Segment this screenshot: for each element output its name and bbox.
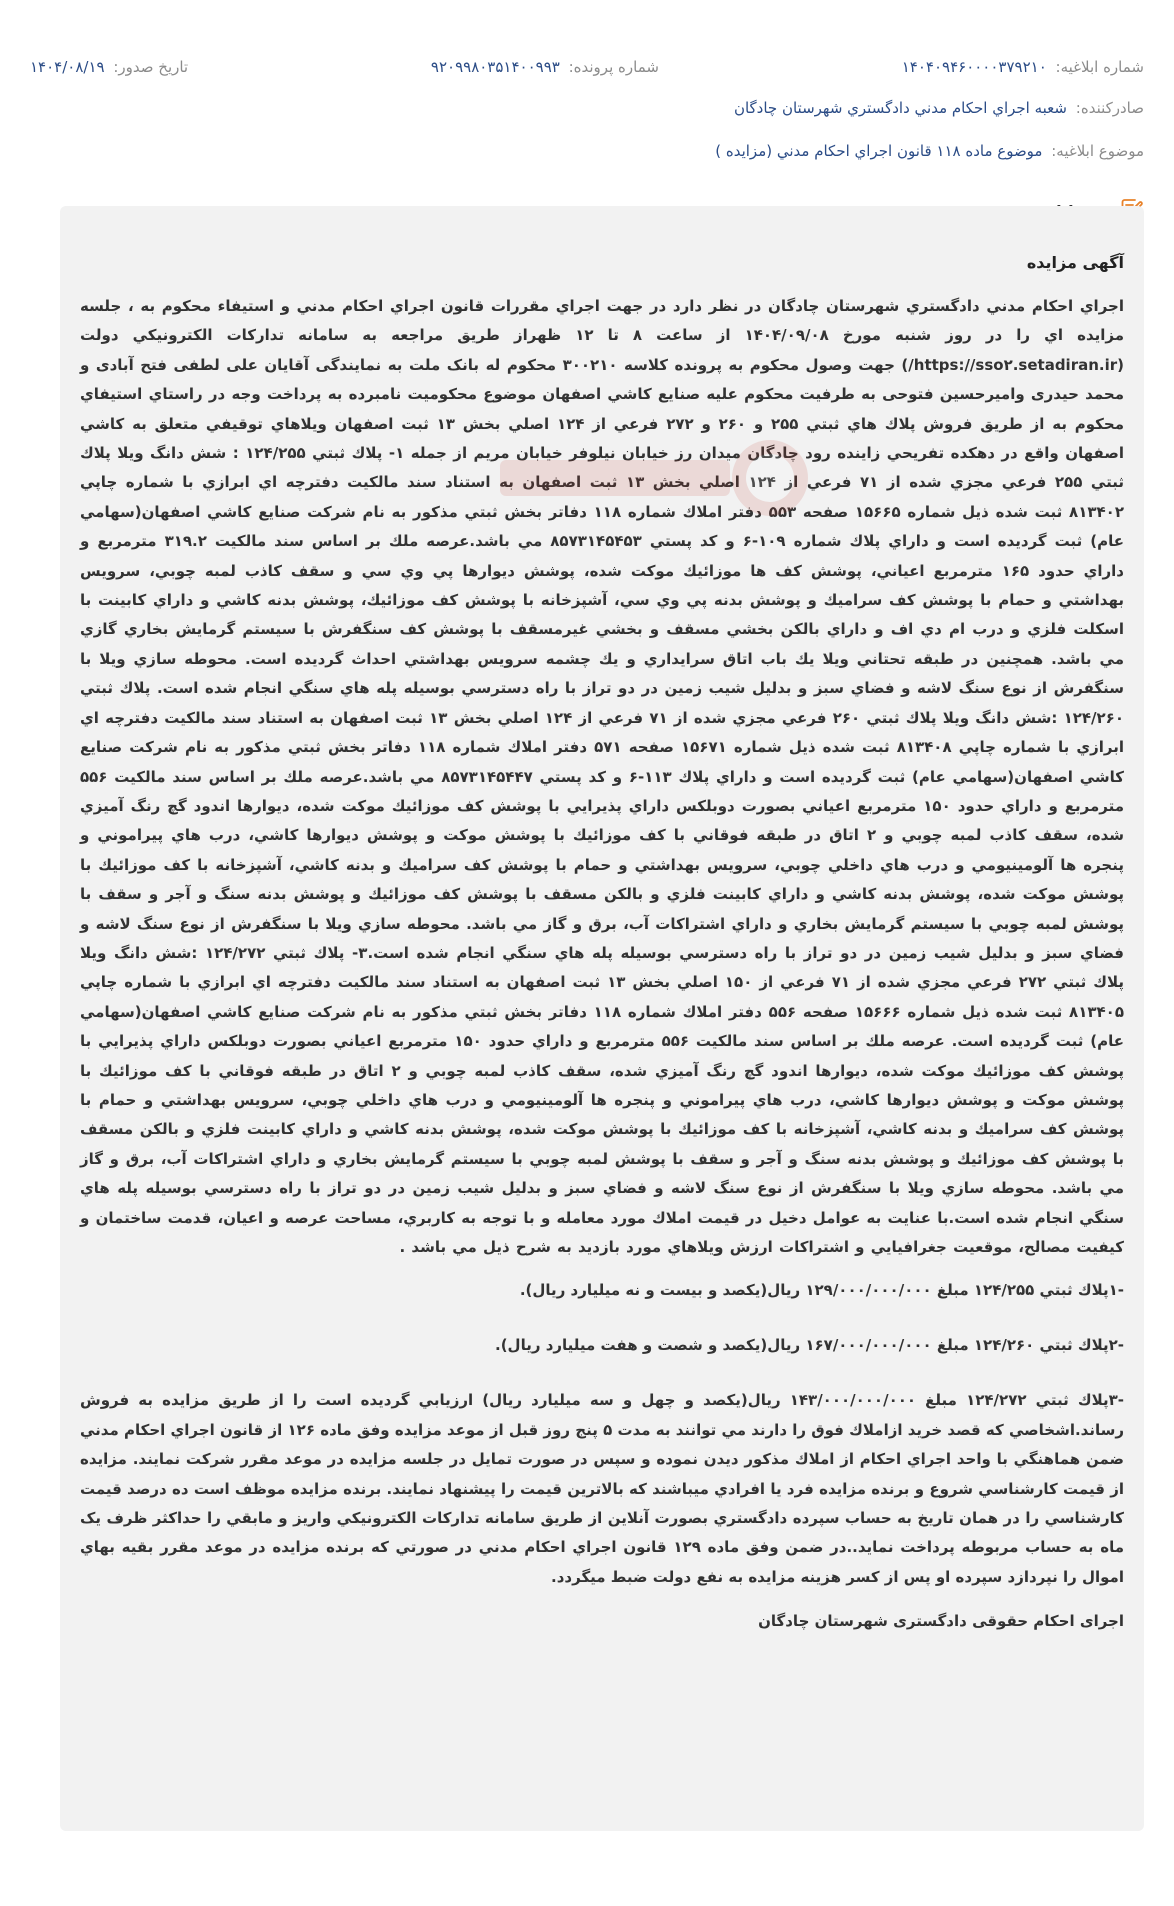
notice-number	[902, 56, 1144, 78]
subject-value: موضوع ماده ۱۱۸ قانون اجراي احكام مدني (مزایده )	[715, 142, 1043, 160]
case-number-label: شماره پرونده:	[568, 58, 659, 76]
notice-number-label: شماره ابلاغیه:	[1055, 58, 1144, 76]
issuer-row	[30, 97, 1144, 119]
price-item-1: -۱پلاك ثبتي ۱۲۴/۲۵۵ مبلغ ۱۲۹/۰۰۰/۰۰۰/۰۰۰ ريال(يكصد و بيست و نه ميليارد ريال).	[519, 1281, 1124, 1300]
notice-meta-row	[30, 56, 1144, 78]
case-number	[431, 56, 659, 78]
notice-number-value: ۱۴۰۴۰۹۴۶۰۰۰۰۳۷۹۲۱۰	[901, 58, 1047, 76]
subject-label: موضوع ابلاغیه:	[1051, 142, 1144, 160]
notice-signature: اجرای احکام حقوقی دادگستری شهرستان چادگان	[758, 1612, 1124, 1631]
issue-date-value: ۱۴۰۴/۰۸/۱۹	[30, 58, 105, 76]
notice-closing-text: -۳پلاك ثبتي ۱۲۴/۲۷۲ مبلغ ۱۴۳/۰۰۰/۰۰۰/۰۰۰ ريال(يكصد و چهل و سه ميليارد ريال) ارزيابي گرديده است را از طريق مزايده به فروش رساند.اشخاصي كه قصد خريد ازاملاك فوق را دارند مي توانند به مدت ۵ پنج روز قبل از موعد مزايده وفق ماده ۱۲۶ از قانون اجراي احكام مدني ضمن هماهنگي با واحد اجراي احكام از املاك مذكور ديدن نموده و سپس در صورت تمايل در جلسه مزايده در موعد مقرر شركت نمايند. مزايده از قيمت كارشناسي شروع و برنده مزايده فرد يا افرادي ميباشند كه بالاترين قيمت را پيشنهاد نمايند. برنده مزايده موظف است ده درصد قيمت كارشناسي را در همان تاريخ به حساب سپرده دادگستري بصورت آنلاين از طريق سامانه تداركات الكترونيكي واريز و مابقي را حداكثر ظرف يک ماه به حساب مربوطه پرداخت نمايد..در ضمن وفق ماده ۱۲۹ قانون اجراي احكام مدني در صورتي كه برنده مزايده در موعد مقرر بقيه بهاي اموال را نپردازد سپرده او پس از كسر هزينه مزايده به نفع دولت ضبط ميگردد.	[80, 1391, 1124, 1586]
notice-body-text: اجراي احكام مدني دادگستري شهرستان چادگان در نظر دارد در جهت اجراي مقررات قانون اجراي احكام مدني و استيفاء محكوم به ، جلسه مزايده اي را در روز شنبه مورخ ۱۴۰۴/۰۹/۰۸ از ساعت ۸ تا ۱۲ ظهراز طريق مراجعه به سامانه تداركات الكترونيكي دولت (https://sso۲.setadiran.ir/) جهت وصول محكوم به پرونده كلاسه ۳۰۰۲۱۰ محكوم له بانک ملت به نمايندگی آقايان علی لطفی فتح آبادی و محمد حيدری واميرحسين فتوحی به طرفيت محكوم عليه صنايع كاشي اصفهان موضوع محكوميت نامبرده به پرداخت وجه در راستاي استيفاي محكوم به از طريق فروش پلاك هاي ثبتي ۲۵۵ و ۲۶۰ و ۲۷۲ فرعي از ۱۲۴ اصلي بخش ۱۳ ثبت اصفهان ويلاهاي توقيفي متعلق به كاشي اصفهان واقع در دهكده تفريحي زاينده رود چادگان ميدان رز خيابان نيلوفر خيابان مريم از جمله ۱- پلاك ثبتي ۱۲۴/۲۵۵ : شش دانگ ويلا پلاك ثبتي ۲۵۵ فرعي مجزي شده از ۷۱ فرعي از ۱۲۴ اصلي بخش ۱۳ ثبت اصفهان به استناد سند مالكيت دفترچه اي ابرازي با شماره چاپي ۸۱۳۴۰۲ ثبت شده ذيل شماره ۱۵۶۶۵ صفحه ۵۵۳ دفتر املاك شماره ۱۱۸ دفاتر بخش ثبتي مذكور به نام شركت صنايع كاشي اصفهان(سهامي عام) ثبت گرديده است و داراي پلاك شماره ۱۰۹-۶ و كد پستي ۸۵۷۳۱۴۵۴۵۳ مي باشد.عرصه ملك بر اساس سند مالكيت ۳۱۹.۲ مترمربع و داراي حدود ۱۶۵ مترمربع اعياني، پوشش كف ها موزائيك موكت شده، پوشش ديوارها پي وي سي و سقف كاذب لمبه چوبي، سرويس بهداشتي و حمام با پوشش كف سراميك و پوشش بدنه پي وي سي، آشپزخانه با پوشش كف موزائيك، پوشش بدنه كاشي و داراي كابينت با اسكلت فلزي و درب ام دي اف و داراي بالكن بخشي مسقف و بخشي غيرمسقف با پوشش كف سنگفرش با سيستم گرمايش بخاري گازي مي باشد. همچنين در طبقه تحتاني ويلا يك باب اتاق سرايداري و يك چشمه سرويس بهداشتي احداث گرديده است. محوطه سازي ويلا با سنگفرش از نوع سنگ لاشه و فضاي سبز و بدليل شيب زمين در دو تراز با راه دسترسي بوسيله پله هاي سنگي انجام شده است. پلاك ثبتي ۱۲۴/۲۶۰ :شش دانگ ويلا پلاك ثبتي ۲۶۰ فرعي مجزي شده از ۷۱ فرعي از ۱۲۴ اصلي بخش ۱۳ ثبت اصفهان به استناد سند مالكيت دفترچه اي ابرازي با شماره چاپي ۸۱۳۴۰۸ ثبت شده ذيل شماره ۱۵۶۷۱ صفحه ۵۷۱ دفتر املاك شماره ۱۱۸ دفاتر بخش ثبتي مذكور به نام شركت صنايع كاشي اصفهان(سهامي عام) ثبت گرديده است و داراي پلاك ۱۱۳-۶ و كد پستي ۸۵۷۳۱۴۵۴۴۷ مي باشد.عرصه ملك بر اساس سند مالكيت ۵۵۶ مترمربع و داراي حدود ۱۵۰ مترمربع اعياني بصورت دوبلكس داراي پذيرايي با پوشش كف موزائيك موكت شده، ديوارها اندود گچ رنگ آميزي شده، سقف كاذب لمبه چوبي و ۲ اتاق در طبقه فوقاني با كف موزائيك با پوشش موكت و پوشش ديوارها كاشي، درب هاي پيراموني و پنجره ها آلومينيومي و درب هاي داخلي چوبي، سرويس بهداشتي و حمام با پوشش كف سراميك و بدنه كاشي، آشپزخانه با كف موزائيك با پوشش موكت شده، پوشش بدنه كاشي و داراي كابينت فلزي و بالكن مسقف با پوشش كف موزائيك و پوشش بدنه سنگ و آجر و سقف با پوشش لمبه چوبي با سيستم گرمايش بخاري و داراي اشتراكات آب، برق و گاز مي باشد. محوطه سازي ويلا با سنگفرش از نوع سنگ لاشه و فضاي سبز و بدليل شيب زمين در دو تراز با راه دسترسي بوسيله پله هاي سنگي انجام شده است.۳- پلاك ثبتي ۱۲۴/۲۷۲ :شش دانگ ويلا پلاك ثبتي ۲۷۲ فرعي مجزي شده از ۷۱ فرعي از ۱۵۰ اصلي بخش ۱۳ ثبت اصفهان به استناد سند مالكيت دفترچه اي ابرازي با شماره چاپي ۸۱۳۴۰۵ ثبت شده ذيل شماره ۱۵۶۶۶ صفحه ۵۵۶ دفتر املاك شماره ۱۱۸ دفاتر بخش ثبتي مذكور به نام شركت صنايع كاشي اصفهان(سهامي عام) ثبت گرديده است. عرصه ملك بر اساس سند مالكيت ۵۵۶ مترمربع و داراي حدود ۱۵۰ مترمربع اعياني بصورت دوبلكس داراي پذيرايي با پوشش كف موزائيك موكت شده، ديوارها اندود گچ رنگ آميزي شده، سقف كاذب لمبه چوبي و ۲ اتاق در طبقه فوقاني با كف موزائيك با پوشش موكت و پوشش ديوارها كاشي، درب هاي پيراموني و پنجره ها آلومينيومي و درب هاي داخلي چوبي، سرويس بهداشتي و حمام با پوشش كف سراميك و بدنه كاشي، آشپزخانه با كف موزائيك با پوشش موكت شده، پوشش بدنه كاشي و داراي كابينت فلزي و بالكن مسقف با پوشش كف موزائيك و پوشش بدنه سنگ و آجر و سقف با پوشش لمبه چوبي با سيستم گرمايش بخاري و داراي اشتراكات آب، برق و گاز مي باشد. محوطه سازي ويلا با سنگفرش از نوع سنگ لاشه و فضاي سبز و بدليل شيب زمين در دو تراز با راه دسترسي بوسيله پله هاي سنگي انجام شده است.با عنايت به عوامل دخيل در قيمت املاك مورد معامله و با توجه به كاربري، مساحت عرصه و اعيان، قدمت ساختمان و كيفيت مصالح، موقعيت جغرافيايي و اشتراكات ارزش ويلاهاي مورد بازديد به شرح ذيل مي باشد .	[80, 297, 1125, 1256]
case-number-value: ۹۲۰۹۹۸۰۳۵۱۴۰۰۹۹۳	[430, 58, 560, 76]
issue-date-label: تاریخ صدور:	[113, 58, 189, 76]
issue-date	[30, 56, 188, 78]
subject-row	[30, 140, 1144, 162]
issuer-value: شعبه اجراي احكام مدني دادگستري شهرستان چادگان	[733, 99, 1067, 117]
price-item-2: -۲پلاك ثبتي ۱۲۴/۲۶۰ مبلغ ۱۶۷/۰۰۰/۰۰۰/۰۰۰ ريال(يكصد و شصت و هفت ميليارد ريال).	[495, 1336, 1124, 1355]
notice-heading: آگهی مزایده	[1026, 253, 1124, 272]
issuer-label: صادرکننده:	[1075, 99, 1144, 117]
notice-body-panel	[60, 206, 1144, 1831]
